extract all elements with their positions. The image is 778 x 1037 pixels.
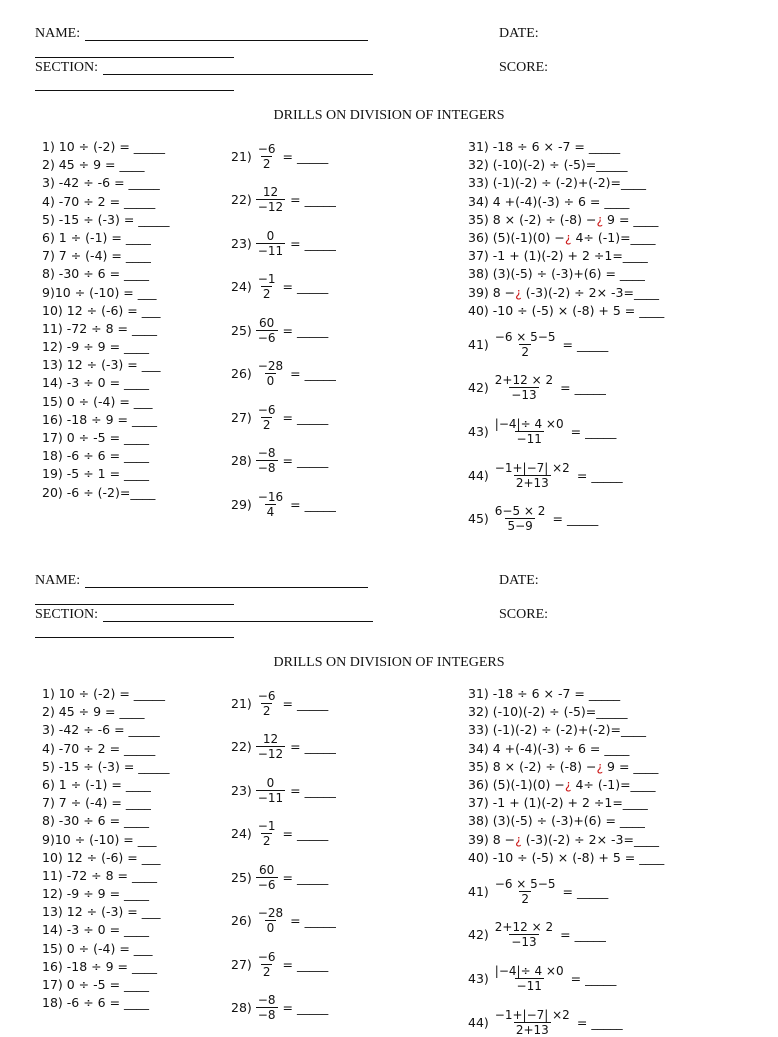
equals-sign: = <box>560 380 571 395</box>
problem: 39) 8 −¿ (-3)(-2) ÷ 2× -3=____ <box>468 284 659 300</box>
fraction <box>256 819 278 848</box>
problem: 16) -18 ÷ 9 = ____ <box>42 411 157 427</box>
fraction <box>256 993 278 1022</box>
problem-number: 21) <box>231 696 252 711</box>
problem: 13) 12 ÷ (-3) = ___ <box>42 357 161 373</box>
name-line <box>85 40 368 41</box>
denominator: 5−9 <box>507 519 533 533</box>
problem: 37) -1 + (1)(-2) + 2 ÷1=____ <box>468 795 648 811</box>
fraction <box>493 504 548 533</box>
equals-sign: = <box>562 337 573 352</box>
problem: 3) -42 ÷ -6 = _____ <box>42 175 160 191</box>
problems-column-3 <box>468 138 664 320</box>
problem: 17) 0 ÷ -5 = ____ <box>42 977 150 992</box>
problems-column-1 <box>42 685 170 1012</box>
problem: 5) -15 ÷ (-3) = _____ <box>42 211 170 227</box>
section-line-cont <box>35 637 234 638</box>
date-label: DATE: <box>499 26 539 41</box>
fraction-problem <box>468 964 616 993</box>
name-line-cont <box>35 604 234 605</box>
equals-sign: = <box>576 468 588 483</box>
equals-sign: = <box>290 192 301 207</box>
numerator: −6 <box>257 950 276 964</box>
answer-blank: _____ <box>585 971 617 986</box>
fraction <box>256 490 285 519</box>
problems-column-3 <box>468 685 664 867</box>
problem: 1) 10 ÷ (-2) = _____ <box>42 139 166 154</box>
answer-blank: _____ <box>304 497 336 512</box>
problem-number: 27) <box>231 410 252 425</box>
answer-blank: _____ <box>585 424 617 439</box>
problem: 4) -70 ÷ 2 = _____ <box>42 193 156 209</box>
numerator: 12 <box>262 732 279 746</box>
fraction <box>493 461 572 490</box>
section-label: SECTION: <box>35 60 98 75</box>
problem: 2) 45 ÷ 9 = ____ <box>42 704 145 720</box>
numerator: 12 <box>262 185 279 199</box>
fraction <box>256 689 278 718</box>
problem: 3) -42 ÷ -6 = _____ <box>42 722 160 738</box>
problem: 19) -5 ÷ 1 = ____ <box>42 466 150 482</box>
problem: 8) -30 ÷ 6 = ____ <box>42 813 150 829</box>
fraction-problem <box>468 504 598 533</box>
date-label: DATE: <box>499 573 539 588</box>
problem: 39) 8 −¿ (-3)(-2) ÷ 2× -3=____ <box>468 831 659 847</box>
problems-column-1 <box>42 138 170 502</box>
denominator: −8 <box>257 461 276 475</box>
equals-sign: = <box>290 783 301 798</box>
fraction <box>493 417 566 446</box>
denominator: −13 <box>511 935 537 949</box>
problem-number: 27) <box>231 957 252 972</box>
fraction <box>256 446 278 475</box>
denominator: 0 <box>266 374 275 388</box>
fraction-problem <box>231 993 328 1022</box>
problem: 35) 8 × (-2) ÷ (-8) −¿ 9 = ____ <box>468 211 659 227</box>
name-line-cont <box>35 57 234 58</box>
answer-blank: _____ <box>304 192 336 207</box>
numerator: 2+12 × 2 <box>494 920 554 934</box>
problem-number: 43) <box>468 424 489 439</box>
fraction <box>493 920 555 949</box>
problem: 18) -6 ÷ 6 = ____ <box>42 995 150 1011</box>
numerator: −1 <box>257 272 276 286</box>
denominator: 0 <box>266 921 275 935</box>
fraction <box>256 950 278 979</box>
answer-blank: _____ <box>296 323 329 338</box>
section-line <box>103 621 373 622</box>
problem: 32) (-10)(-2) ÷ (-5)=_____ <box>468 704 628 720</box>
fraction <box>493 877 558 906</box>
denominator: −13 <box>511 388 537 402</box>
fraction-problem <box>231 732 336 761</box>
fraction <box>493 330 558 359</box>
problem-number: 28) <box>231 1000 252 1015</box>
problem: 9)10 ÷ (-10) = ___ <box>42 831 157 847</box>
problem-number: 23) <box>231 236 252 251</box>
answer-blank: _____ <box>296 279 329 294</box>
problem: 16) -18 ÷ 9 = ____ <box>42 958 157 974</box>
section-label: SECTION: <box>35 607 98 622</box>
fraction <box>256 403 278 432</box>
denominator: −12 <box>257 200 284 214</box>
denominator: 2 <box>262 965 271 979</box>
problem-number: 41) <box>468 337 489 352</box>
numerator: −28 <box>257 906 284 920</box>
equals-sign: = <box>552 511 563 526</box>
equals-sign: = <box>562 884 573 899</box>
equals-sign: = <box>282 323 293 338</box>
problem-number: 23) <box>231 783 252 798</box>
fraction <box>256 776 285 805</box>
worksheet-title: DRILLS ON DIVISION OF INTEGERS <box>273 108 505 123</box>
fraction-problem <box>231 272 328 301</box>
numerator: 60 <box>259 316 275 330</box>
problem: 7) 7 ÷ (-4) = ____ <box>42 795 151 811</box>
problem: 32) (-10)(-2) ÷ (-5)=_____ <box>468 157 628 173</box>
worksheet-2 <box>0 546 768 1037</box>
denominator: 2 <box>262 157 271 171</box>
problem: 31) -18 ÷ 6 × -7 = _____ <box>468 686 621 701</box>
equals-sign: = <box>560 927 571 942</box>
answer-blank: _____ <box>304 366 336 381</box>
fraction-problem <box>231 819 328 848</box>
problem: 33) (-1)(-2) ÷ (-2)+(-2)=____ <box>468 722 646 738</box>
fraction-problem <box>468 373 606 402</box>
equals-sign: = <box>282 826 293 841</box>
fraction-problem <box>231 185 336 214</box>
equals-sign: = <box>570 424 582 439</box>
worksheet-title: DRILLS ON DIVISION OF INTEGERS <box>273 655 505 670</box>
answer-blank: _____ <box>566 511 599 526</box>
fraction <box>256 863 278 892</box>
name-label: NAME: <box>35 26 81 41</box>
equals-sign: = <box>282 279 293 294</box>
problem-number: 22) <box>231 192 252 207</box>
answer-blank: _____ <box>296 410 329 425</box>
fraction-problem <box>231 142 328 171</box>
problem: 5) -15 ÷ (-3) = _____ <box>42 758 170 774</box>
equals-sign: = <box>290 497 301 512</box>
equals-sign: = <box>282 453 293 468</box>
problem: 14) -3 ÷ 0 = ____ <box>42 375 150 391</box>
denominator: 2 <box>262 704 271 718</box>
answer-blank: _____ <box>304 783 336 798</box>
denominator: −8 <box>257 1008 276 1022</box>
problem: 1) 10 ÷ (-2) = _____ <box>42 686 166 701</box>
answer-blank: _____ <box>296 957 329 972</box>
fraction <box>493 1008 572 1037</box>
numerator: −6 <box>257 142 276 156</box>
problem-number: 21) <box>231 149 252 164</box>
problem: 31) -18 ÷ 6 × -7 = _____ <box>468 139 621 154</box>
fraction <box>493 964 566 993</box>
problem: 34) 4 +(-4)(-3) ÷ 6 = ____ <box>468 193 630 209</box>
problem-number: 41) <box>468 884 489 899</box>
numerator: 0 <box>266 229 275 243</box>
problem-number: 28) <box>231 453 252 468</box>
numerator: −8 <box>257 993 276 1007</box>
problem: 12) -9 ÷ 9 = ____ <box>42 886 150 902</box>
answer-blank: _____ <box>296 149 329 164</box>
denominator: 2 <box>262 418 271 432</box>
problem: 34) 4 +(-4)(-3) ÷ 6 = ____ <box>468 740 630 756</box>
problem: 18) -6 ÷ 6 = ____ <box>42 448 150 464</box>
problem: 40) -10 ÷ (-5) × (-8) + 5 = ____ <box>468 849 665 865</box>
fraction-problem <box>231 446 328 475</box>
section-line <box>103 74 373 75</box>
equals-sign: = <box>282 696 293 711</box>
problem: 12) -9 ÷ 9 = ____ <box>42 339 150 355</box>
problem: 38) (3)(-5) ÷ (-3)+(6) = ____ <box>468 813 645 829</box>
fraction <box>256 229 285 258</box>
problem-number: 26) <box>231 913 252 928</box>
numerator: 6−5 × 2 <box>494 504 546 518</box>
equals-sign: = <box>290 236 301 251</box>
equals-sign: = <box>282 1000 293 1015</box>
answer-blank: _____ <box>591 1015 623 1030</box>
problem-number: 45) <box>468 511 489 526</box>
score-label: SCORE: <box>499 607 549 622</box>
problem-number: 44) <box>468 468 489 483</box>
answer-blank: _____ <box>296 453 329 468</box>
fraction <box>256 906 285 935</box>
problem: 6) 1 ÷ (-1) = ____ <box>42 776 151 792</box>
answer-blank: _____ <box>576 337 609 352</box>
numerator: −16 <box>257 490 284 504</box>
problem: 9)10 ÷ (-10) = ___ <box>42 284 157 300</box>
fraction <box>256 316 278 345</box>
numerator: −6 × 5−5 <box>494 877 556 891</box>
denominator: −6 <box>257 331 276 345</box>
answer-blank: _____ <box>296 826 329 841</box>
numerator: 60 <box>259 863 275 877</box>
answer-blank: _____ <box>296 870 329 885</box>
fraction <box>256 185 285 214</box>
problem: 14) -3 ÷ 0 = ____ <box>42 922 150 938</box>
problem-number: 24) <box>231 279 252 294</box>
fraction-problem <box>468 1008 623 1037</box>
problem: 17) 0 ÷ -5 = ____ <box>42 430 150 445</box>
fraction-problem <box>231 490 336 519</box>
problem: 33) (-1)(-2) ÷ (-2)+(-2)=____ <box>468 175 646 191</box>
problem-number: 42) <box>468 380 489 395</box>
problem: 37) -1 + (1)(-2) + 2 ÷1=____ <box>468 248 648 264</box>
numerator: −28 <box>257 359 284 373</box>
equals-sign: = <box>290 739 301 754</box>
problem-number: 42) <box>468 927 489 942</box>
fraction <box>256 272 278 301</box>
problem: 10) 12 ÷ (-6) = ___ <box>42 849 161 865</box>
numerator: −1+|−7| ×2 <box>494 1008 570 1022</box>
fraction-problem <box>231 950 328 979</box>
denominator: 2 <box>521 892 529 906</box>
numerator: 0 <box>266 776 275 790</box>
problem-number: 22) <box>231 739 252 754</box>
fraction-problem <box>468 330 608 359</box>
fraction-problem <box>231 229 336 258</box>
fraction-problem <box>231 863 328 892</box>
fraction <box>256 359 285 388</box>
fraction-problem <box>231 359 336 388</box>
answer-blank: _____ <box>304 236 336 251</box>
fraction-problem <box>231 776 336 805</box>
denominator: −11 <box>516 432 542 446</box>
fraction-problem <box>231 689 328 718</box>
problem: 36) (5)(-1)(0) −¿ 4÷ (-1)=____ <box>468 776 656 792</box>
problem: 2) 45 ÷ 9 = ____ <box>42 157 145 173</box>
problem-number: 26) <box>231 366 252 381</box>
name-label: NAME: <box>35 573 81 588</box>
problem: 11) -72 ÷ 8 = ____ <box>42 320 157 336</box>
denominator: 2 <box>521 345 529 359</box>
problem: 11) -72 ÷ 8 = ____ <box>42 867 157 883</box>
problem: 10) 12 ÷ (-6) = ___ <box>42 302 161 318</box>
denominator: −11 <box>516 979 542 993</box>
numerator: −6 <box>257 403 276 417</box>
numerator: |−4|÷ 4 ×0 <box>494 417 564 431</box>
answer-blank: _____ <box>591 468 623 483</box>
numerator: |−4|÷ 4 ×0 <box>494 964 564 978</box>
problem-number: 43) <box>468 971 489 986</box>
problem-number: 25) <box>231 323 252 338</box>
fraction-problem <box>231 403 328 432</box>
numerator: −6 × 5−5 <box>494 330 556 344</box>
problem: 15) 0 ÷ (-4) = ___ <box>42 393 153 409</box>
equals-sign: = <box>290 913 301 928</box>
numerator: 2+12 × 2 <box>494 373 554 387</box>
denominator: −11 <box>257 244 284 258</box>
equals-sign: = <box>282 870 293 885</box>
problem: 35) 8 × (-2) ÷ (-8) −¿ 9 = ____ <box>468 758 659 774</box>
equals-sign: = <box>290 366 301 381</box>
problem: 36) (5)(-1)(0) −¿ 4÷ (-1)=____ <box>468 229 656 245</box>
numerator: −8 <box>257 446 276 460</box>
problem: 40) -10 ÷ (-5) × (-8) + 5 = ____ <box>468 302 665 318</box>
fraction <box>256 142 278 171</box>
equals-sign: = <box>282 149 293 164</box>
section-line-cont <box>35 90 234 91</box>
score-label: SCORE: <box>499 60 549 75</box>
problem: 20) -6 ÷ (-2)=____ <box>42 484 156 500</box>
problem: 6) 1 ÷ (-1) = ____ <box>42 229 151 245</box>
problem: 15) 0 ÷ (-4) = ___ <box>42 940 153 956</box>
numerator: −1 <box>257 819 276 833</box>
numerator: −1+|−7| ×2 <box>494 461 570 475</box>
answer-blank: _____ <box>304 913 336 928</box>
denominator: 2 <box>262 287 271 301</box>
answer-blank: _____ <box>304 739 336 754</box>
problem: 7) 7 ÷ (-4) = ____ <box>42 248 151 264</box>
fraction-problem <box>468 461 623 490</box>
problem: 4) -70 ÷ 2 = _____ <box>42 740 156 756</box>
problem: 13) 12 ÷ (-3) = ___ <box>42 904 161 920</box>
answer-blank: _____ <box>296 696 329 711</box>
name-line <box>85 587 368 588</box>
denominator: −6 <box>257 878 276 892</box>
denominator: 4 <box>266 505 275 519</box>
fraction-problem <box>231 906 336 935</box>
answer-blank: _____ <box>576 884 609 899</box>
problem: 38) (3)(-5) ÷ (-3)+(6) = ____ <box>468 266 645 282</box>
denominator: 2+13 <box>515 476 549 490</box>
answer-blank: _____ <box>296 1000 329 1015</box>
problem-number: 25) <box>231 870 252 885</box>
equals-sign: = <box>282 957 293 972</box>
equals-sign: = <box>570 971 582 986</box>
fraction-problem <box>468 417 616 446</box>
answer-blank: _____ <box>574 380 606 395</box>
equals-sign: = <box>576 1015 588 1030</box>
problem-number: 24) <box>231 826 252 841</box>
denominator: −12 <box>257 747 284 761</box>
fraction-problem <box>468 877 608 906</box>
denominator: 2+13 <box>515 1023 549 1037</box>
denominator: −11 <box>257 791 284 805</box>
problem-number: 29) <box>231 497 252 512</box>
fraction <box>256 732 285 761</box>
fraction <box>493 373 555 402</box>
problem-number: 44) <box>468 1015 489 1030</box>
problem: 8) -30 ÷ 6 = ____ <box>42 266 150 282</box>
denominator: 2 <box>262 834 271 848</box>
answer-blank: _____ <box>574 927 606 942</box>
fraction-problem <box>468 920 606 949</box>
numerator: −6 <box>257 689 276 703</box>
equals-sign: = <box>282 410 293 425</box>
fraction-problem <box>231 316 328 345</box>
